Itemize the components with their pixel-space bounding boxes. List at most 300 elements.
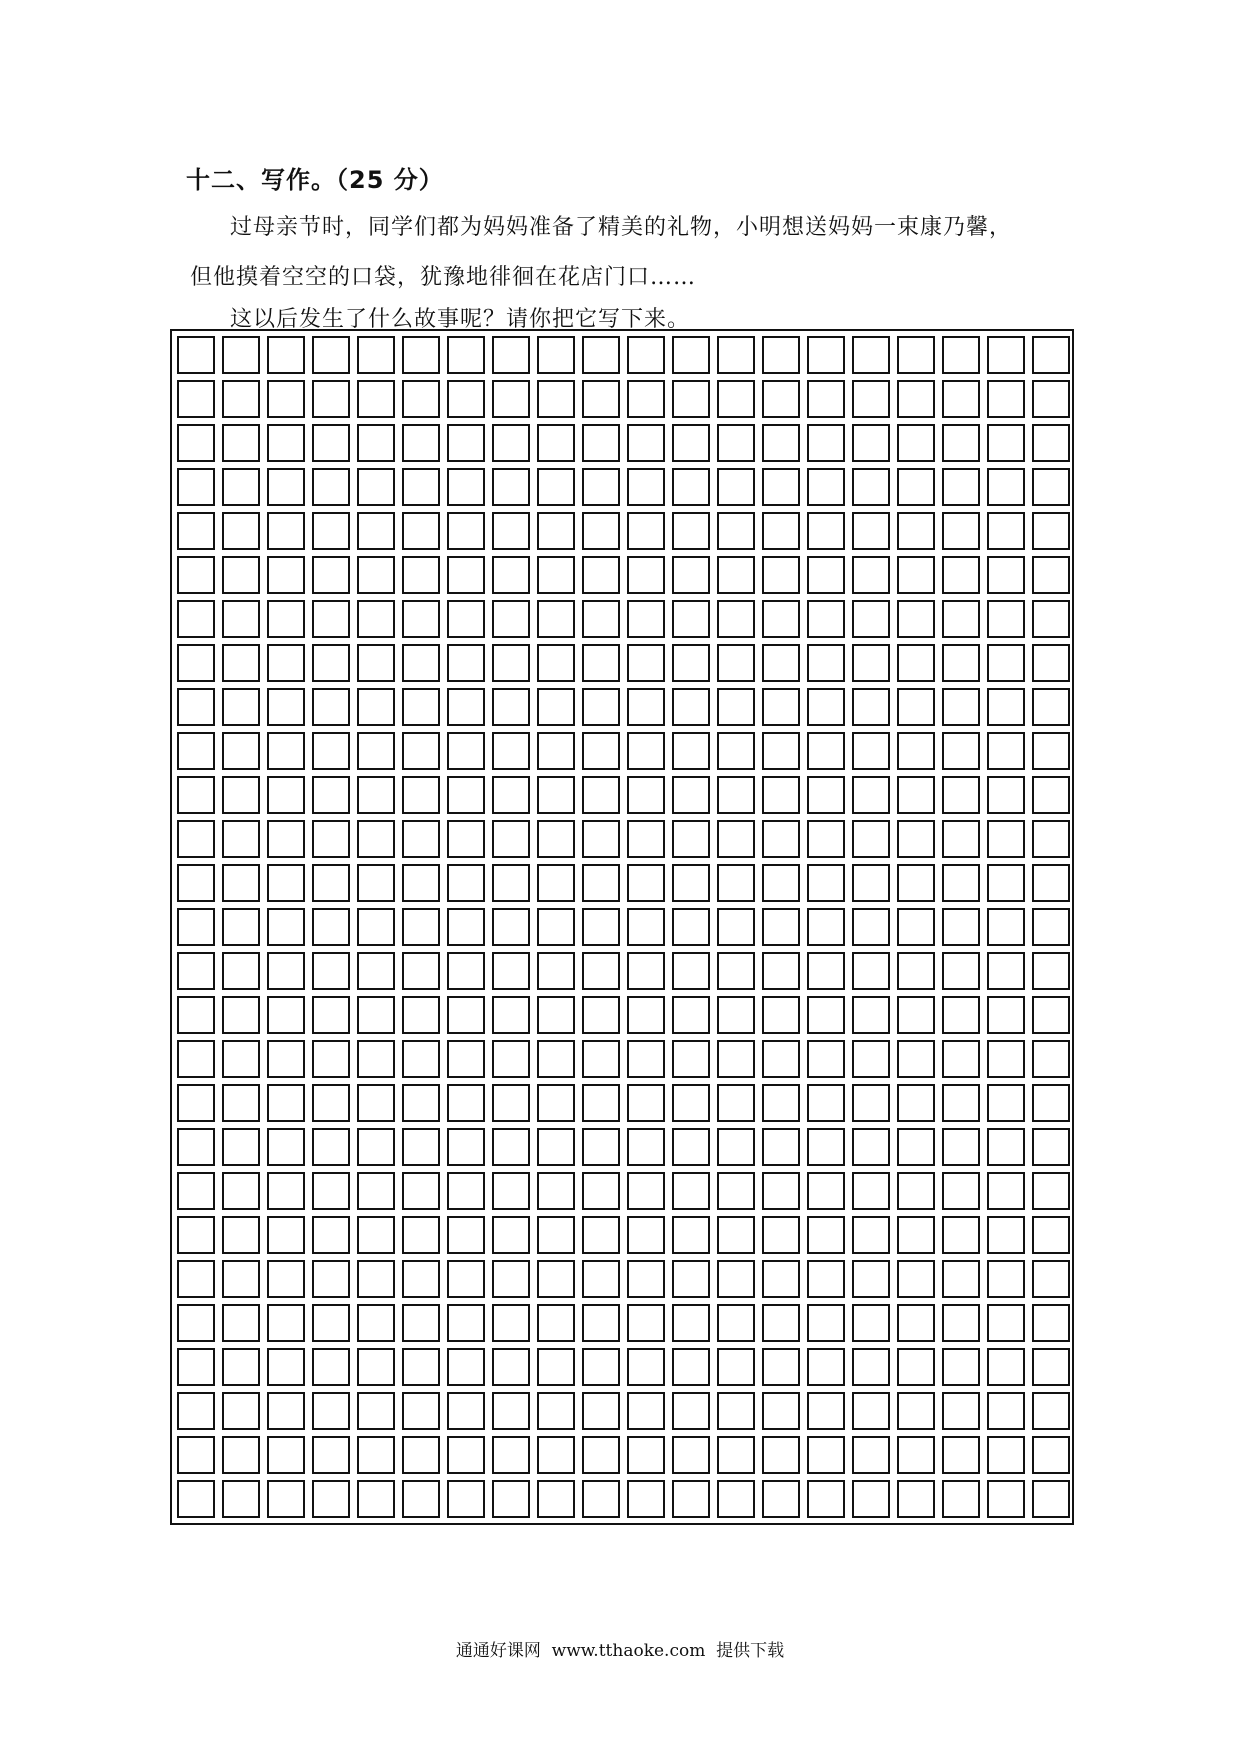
writing-cell[interactable] [222, 908, 260, 946]
writing-cell[interactable] [357, 1304, 395, 1342]
writing-cell[interactable] [852, 732, 890, 770]
writing-cell[interactable] [762, 1304, 800, 1342]
writing-cell[interactable] [627, 468, 665, 506]
writing-cell[interactable] [807, 644, 845, 682]
writing-cell[interactable] [942, 688, 980, 726]
writing-cell[interactable] [717, 688, 755, 726]
writing-cell[interactable] [762, 908, 800, 946]
writing-cell[interactable] [672, 556, 710, 594]
writing-cell[interactable] [762, 556, 800, 594]
writing-cell[interactable] [717, 1040, 755, 1078]
writing-cell[interactable] [177, 732, 215, 770]
writing-cell[interactable] [987, 1128, 1025, 1166]
writing-cell[interactable] [222, 1348, 260, 1386]
writing-cell[interactable] [987, 512, 1025, 550]
writing-cell[interactable] [312, 864, 350, 902]
writing-cell[interactable] [447, 1172, 485, 1210]
writing-cell[interactable] [312, 1392, 350, 1430]
writing-cell[interactable] [1032, 512, 1070, 550]
writing-cell[interactable] [1032, 732, 1070, 770]
writing-cell[interactable] [627, 1040, 665, 1078]
writing-cell[interactable] [582, 1480, 620, 1518]
writing-cell[interactable] [852, 688, 890, 726]
writing-cell[interactable] [177, 688, 215, 726]
writing-cell[interactable] [537, 424, 575, 462]
writing-cell[interactable] [987, 644, 1025, 682]
writing-cell[interactable] [672, 1348, 710, 1386]
writing-cell[interactable] [357, 468, 395, 506]
writing-cell[interactable] [177, 1348, 215, 1386]
writing-cell[interactable] [312, 1040, 350, 1078]
writing-cell[interactable] [1032, 1040, 1070, 1078]
writing-cell[interactable] [897, 644, 935, 682]
writing-cell[interactable] [492, 336, 530, 374]
writing-cell[interactable] [717, 1260, 755, 1298]
writing-cell[interactable] [222, 380, 260, 418]
writing-cell[interactable] [402, 1304, 440, 1342]
writing-cell[interactable] [447, 1216, 485, 1254]
writing-cell[interactable] [492, 952, 530, 990]
writing-cell[interactable] [852, 424, 890, 462]
writing-cell[interactable] [1032, 864, 1070, 902]
writing-cell[interactable] [1032, 820, 1070, 858]
writing-cell[interactable] [402, 556, 440, 594]
writing-cell[interactable] [177, 1436, 215, 1474]
writing-cell[interactable] [537, 1304, 575, 1342]
writing-cell[interactable] [852, 644, 890, 682]
writing-cell[interactable] [852, 468, 890, 506]
writing-cell[interactable] [492, 468, 530, 506]
writing-cell[interactable] [222, 1480, 260, 1518]
writing-cell[interactable] [897, 688, 935, 726]
writing-cell[interactable] [987, 996, 1025, 1034]
writing-cell[interactable] [987, 468, 1025, 506]
writing-cell[interactable] [852, 1436, 890, 1474]
writing-cell[interactable] [177, 1392, 215, 1430]
writing-cell[interactable] [672, 336, 710, 374]
writing-cell[interactable] [942, 1348, 980, 1386]
writing-cell[interactable] [177, 1172, 215, 1210]
writing-cell[interactable] [852, 1216, 890, 1254]
writing-cell[interactable] [537, 864, 575, 902]
writing-cell[interactable] [537, 1040, 575, 1078]
writing-cell[interactable] [807, 1084, 845, 1122]
writing-cell[interactable] [177, 600, 215, 638]
writing-cell[interactable] [807, 1172, 845, 1210]
writing-cell[interactable] [762, 1392, 800, 1430]
writing-cell[interactable] [402, 1436, 440, 1474]
writing-cell[interactable] [267, 864, 305, 902]
writing-cell[interactable] [897, 1304, 935, 1342]
writing-cell[interactable] [267, 1392, 305, 1430]
writing-cell[interactable] [267, 556, 305, 594]
writing-cell[interactable] [222, 776, 260, 814]
writing-cell[interactable] [402, 820, 440, 858]
writing-cell[interactable] [537, 1436, 575, 1474]
writing-cell[interactable] [537, 468, 575, 506]
writing-cell[interactable] [312, 600, 350, 638]
writing-cell[interactable] [897, 1040, 935, 1078]
writing-cell[interactable] [627, 908, 665, 946]
writing-cell[interactable] [447, 468, 485, 506]
writing-cell[interactable] [717, 512, 755, 550]
writing-cell[interactable] [627, 1392, 665, 1430]
writing-cell[interactable] [312, 1348, 350, 1386]
writing-cell[interactable] [177, 1480, 215, 1518]
writing-cell[interactable] [807, 1436, 845, 1474]
writing-cell[interactable] [447, 424, 485, 462]
writing-cell[interactable] [807, 336, 845, 374]
writing-cell[interactable] [177, 1260, 215, 1298]
writing-cell[interactable] [492, 1480, 530, 1518]
writing-cell[interactable] [672, 600, 710, 638]
writing-cell[interactable] [672, 1260, 710, 1298]
writing-cell[interactable] [537, 688, 575, 726]
writing-cell[interactable] [537, 1348, 575, 1386]
writing-cell[interactable] [762, 864, 800, 902]
writing-cell[interactable] [987, 688, 1025, 726]
writing-cell[interactable] [267, 1304, 305, 1342]
writing-cell[interactable] [717, 1348, 755, 1386]
writing-cell[interactable] [177, 468, 215, 506]
writing-cell[interactable] [942, 1260, 980, 1298]
writing-cell[interactable] [852, 908, 890, 946]
writing-cell[interactable] [177, 644, 215, 682]
writing-cell[interactable] [447, 380, 485, 418]
writing-cell[interactable] [852, 380, 890, 418]
writing-cell[interactable] [942, 1436, 980, 1474]
writing-cell[interactable] [222, 424, 260, 462]
writing-cell[interactable] [627, 1260, 665, 1298]
writing-cell[interactable] [267, 1040, 305, 1078]
writing-cell[interactable] [1032, 952, 1070, 990]
writing-cell[interactable] [447, 1436, 485, 1474]
writing-cell[interactable] [582, 952, 620, 990]
writing-cell[interactable] [447, 688, 485, 726]
writing-cell[interactable] [357, 1216, 395, 1254]
writing-cell[interactable] [627, 1480, 665, 1518]
writing-cell[interactable] [222, 1040, 260, 1078]
writing-cell[interactable] [312, 1260, 350, 1298]
writing-cell[interactable] [222, 600, 260, 638]
writing-cell[interactable] [447, 1040, 485, 1078]
writing-cell[interactable] [672, 820, 710, 858]
writing-cell[interactable] [447, 732, 485, 770]
writing-cell[interactable] [987, 732, 1025, 770]
writing-cell[interactable] [672, 468, 710, 506]
writing-cell[interactable] [177, 380, 215, 418]
writing-cell[interactable] [942, 1040, 980, 1078]
writing-cell[interactable] [897, 1084, 935, 1122]
writing-cell[interactable] [267, 468, 305, 506]
writing-cell[interactable] [1032, 1480, 1070, 1518]
writing-cell[interactable] [267, 644, 305, 682]
writing-cell[interactable] [852, 996, 890, 1034]
writing-cell[interactable] [807, 776, 845, 814]
writing-cell[interactable] [492, 556, 530, 594]
writing-cell[interactable] [897, 424, 935, 462]
writing-cell[interactable] [897, 908, 935, 946]
writing-cell[interactable] [987, 380, 1025, 418]
writing-cell[interactable] [537, 336, 575, 374]
writing-cell[interactable] [807, 820, 845, 858]
writing-cell[interactable] [582, 1392, 620, 1430]
writing-cell[interactable] [717, 424, 755, 462]
writing-cell[interactable] [582, 908, 620, 946]
writing-cell[interactable] [402, 732, 440, 770]
writing-cell[interactable] [492, 1128, 530, 1166]
writing-cell[interactable] [762, 732, 800, 770]
writing-cell[interactable] [357, 1128, 395, 1166]
writing-cell[interactable] [807, 1348, 845, 1386]
writing-cell[interactable] [582, 1128, 620, 1166]
writing-cell[interactable] [807, 732, 845, 770]
writing-cell[interactable] [672, 688, 710, 726]
writing-cell[interactable] [672, 776, 710, 814]
writing-cell[interactable] [447, 1348, 485, 1386]
writing-cell[interactable] [222, 556, 260, 594]
writing-cell[interactable] [672, 644, 710, 682]
writing-cell[interactable] [627, 1172, 665, 1210]
writing-cell[interactable] [222, 1392, 260, 1430]
writing-cell[interactable] [672, 1216, 710, 1254]
writing-cell[interactable] [537, 1480, 575, 1518]
writing-cell[interactable] [852, 600, 890, 638]
writing-cell[interactable] [672, 732, 710, 770]
writing-cell[interactable] [582, 1040, 620, 1078]
writing-cell[interactable] [447, 600, 485, 638]
writing-cell[interactable] [582, 1084, 620, 1122]
writing-cell[interactable] [852, 1392, 890, 1430]
writing-cell[interactable] [582, 468, 620, 506]
writing-cell[interactable] [222, 996, 260, 1034]
writing-cell[interactable] [627, 1348, 665, 1386]
writing-cell[interactable] [582, 732, 620, 770]
writing-cell[interactable] [267, 1348, 305, 1386]
writing-cell[interactable] [357, 820, 395, 858]
writing-cell[interactable] [627, 1128, 665, 1166]
writing-cell[interactable] [267, 908, 305, 946]
writing-cell[interactable] [897, 1128, 935, 1166]
writing-cell[interactable] [627, 688, 665, 726]
writing-cell[interactable] [177, 776, 215, 814]
writing-cell[interactable] [627, 600, 665, 638]
writing-cell[interactable] [852, 1128, 890, 1166]
writing-cell[interactable] [942, 864, 980, 902]
writing-cell[interactable] [357, 952, 395, 990]
writing-cell[interactable] [987, 1172, 1025, 1210]
writing-cell[interactable] [987, 1040, 1025, 1078]
writing-cell[interactable] [582, 776, 620, 814]
writing-cell[interactable] [1032, 336, 1070, 374]
writing-cell[interactable] [492, 424, 530, 462]
writing-cell[interactable] [177, 336, 215, 374]
writing-cell[interactable] [447, 336, 485, 374]
writing-cell[interactable] [987, 1084, 1025, 1122]
writing-cell[interactable] [987, 820, 1025, 858]
writing-cell[interactable] [492, 1392, 530, 1430]
writing-cell[interactable] [177, 1216, 215, 1254]
writing-cell[interactable] [267, 776, 305, 814]
writing-cell[interactable] [942, 1392, 980, 1430]
writing-cell[interactable] [357, 1084, 395, 1122]
writing-cell[interactable] [402, 512, 440, 550]
writing-cell[interactable] [492, 512, 530, 550]
writing-cell[interactable] [447, 644, 485, 682]
writing-cell[interactable] [537, 1172, 575, 1210]
writing-cell[interactable] [357, 1172, 395, 1210]
writing-cell[interactable] [717, 600, 755, 638]
writing-cell[interactable] [357, 1436, 395, 1474]
writing-cell[interactable] [942, 336, 980, 374]
writing-cell[interactable] [357, 380, 395, 418]
writing-cell[interactable] [177, 996, 215, 1034]
writing-cell[interactable] [222, 1216, 260, 1254]
writing-cell[interactable] [762, 776, 800, 814]
writing-cell[interactable] [537, 556, 575, 594]
writing-cell[interactable] [222, 468, 260, 506]
writing-cell[interactable] [627, 820, 665, 858]
writing-cell[interactable] [807, 600, 845, 638]
writing-cell[interactable] [402, 1348, 440, 1386]
writing-cell[interactable] [492, 732, 530, 770]
writing-cell[interactable] [222, 688, 260, 726]
writing-cell[interactable] [987, 336, 1025, 374]
writing-cell[interactable] [807, 996, 845, 1034]
writing-cell[interactable] [897, 468, 935, 506]
writing-cell[interactable] [402, 952, 440, 990]
writing-cell[interactable] [987, 1392, 1025, 1430]
writing-cell[interactable] [357, 1260, 395, 1298]
writing-cell[interactable] [357, 776, 395, 814]
writing-cell[interactable] [807, 1480, 845, 1518]
writing-cell[interactable] [717, 864, 755, 902]
writing-cell[interactable] [942, 468, 980, 506]
writing-cell[interactable] [312, 776, 350, 814]
writing-cell[interactable] [222, 952, 260, 990]
writing-cell[interactable] [762, 468, 800, 506]
writing-cell[interactable] [717, 776, 755, 814]
writing-cell[interactable] [672, 952, 710, 990]
writing-cell[interactable] [987, 864, 1025, 902]
writing-cell[interactable] [492, 1348, 530, 1386]
writing-cell[interactable] [987, 908, 1025, 946]
writing-cell[interactable] [582, 1260, 620, 1298]
writing-cell[interactable] [312, 512, 350, 550]
writing-cell[interactable] [402, 1392, 440, 1430]
writing-cell[interactable] [807, 1260, 845, 1298]
writing-cell[interactable] [807, 1304, 845, 1342]
writing-cell[interactable] [222, 820, 260, 858]
writing-cell[interactable] [807, 1216, 845, 1254]
writing-cell[interactable] [312, 1084, 350, 1122]
writing-cell[interactable] [807, 1040, 845, 1078]
writing-cell[interactable] [582, 556, 620, 594]
writing-cell[interactable] [267, 1084, 305, 1122]
writing-cell[interactable] [402, 1040, 440, 1078]
writing-cell[interactable] [1032, 688, 1070, 726]
writing-cell[interactable] [717, 1216, 755, 1254]
writing-cell[interactable] [897, 1436, 935, 1474]
writing-cell[interactable] [402, 996, 440, 1034]
writing-cell[interactable] [537, 380, 575, 418]
writing-cell[interactable] [357, 336, 395, 374]
writing-cell[interactable] [1032, 1304, 1070, 1342]
writing-cell[interactable] [447, 1304, 485, 1342]
writing-cell[interactable] [447, 556, 485, 594]
writing-cell[interactable] [852, 1480, 890, 1518]
writing-cell[interactable] [1032, 1128, 1070, 1166]
writing-cell[interactable] [582, 380, 620, 418]
writing-cell[interactable] [357, 1348, 395, 1386]
writing-cell[interactable] [942, 908, 980, 946]
writing-cell[interactable] [312, 820, 350, 858]
writing-cell[interactable] [942, 512, 980, 550]
writing-cell[interactable] [357, 908, 395, 946]
writing-cell[interactable] [312, 1216, 350, 1254]
writing-cell[interactable] [447, 1128, 485, 1166]
writing-cell[interactable] [267, 1436, 305, 1474]
writing-cell[interactable] [582, 820, 620, 858]
writing-cell[interactable] [402, 380, 440, 418]
writing-cell[interactable] [672, 1040, 710, 1078]
writing-cell[interactable] [627, 336, 665, 374]
writing-cell[interactable] [402, 424, 440, 462]
writing-cell[interactable] [312, 908, 350, 946]
writing-cell[interactable] [492, 380, 530, 418]
writing-cell[interactable] [717, 336, 755, 374]
writing-cell[interactable] [627, 1436, 665, 1474]
writing-cell[interactable] [582, 1172, 620, 1210]
writing-cell[interactable] [447, 996, 485, 1034]
writing-cell[interactable] [717, 1436, 755, 1474]
writing-cell[interactable] [177, 556, 215, 594]
writing-cell[interactable] [222, 512, 260, 550]
writing-cell[interactable] [897, 1172, 935, 1210]
writing-cell[interactable] [177, 1084, 215, 1122]
writing-cell[interactable] [582, 1216, 620, 1254]
writing-cell[interactable] [537, 732, 575, 770]
writing-cell[interactable] [762, 996, 800, 1034]
writing-cell[interactable] [447, 1480, 485, 1518]
writing-cell[interactable] [1032, 776, 1070, 814]
writing-cell[interactable] [897, 1216, 935, 1254]
writing-cell[interactable] [672, 908, 710, 946]
writing-cell[interactable] [1032, 1436, 1070, 1474]
writing-cell[interactable] [1032, 644, 1070, 682]
writing-cell[interactable] [717, 1172, 755, 1210]
writing-cell[interactable] [1032, 1392, 1070, 1430]
writing-cell[interactable] [537, 1084, 575, 1122]
writing-cell[interactable] [447, 776, 485, 814]
writing-cell[interactable] [897, 1480, 935, 1518]
writing-cell[interactable] [312, 556, 350, 594]
writing-cell[interactable] [852, 1260, 890, 1298]
writing-cell[interactable] [402, 336, 440, 374]
writing-cell[interactable] [492, 688, 530, 726]
writing-cell[interactable] [402, 1084, 440, 1122]
writing-cell[interactable] [582, 336, 620, 374]
writing-cell[interactable] [492, 600, 530, 638]
writing-cell[interactable] [267, 380, 305, 418]
writing-cell[interactable] [942, 952, 980, 990]
writing-cell[interactable] [1032, 908, 1070, 946]
writing-cell[interactable] [987, 424, 1025, 462]
writing-cell[interactable] [942, 1304, 980, 1342]
writing-cell[interactable] [357, 424, 395, 462]
writing-cell[interactable] [762, 380, 800, 418]
writing-cell[interactable] [942, 996, 980, 1034]
